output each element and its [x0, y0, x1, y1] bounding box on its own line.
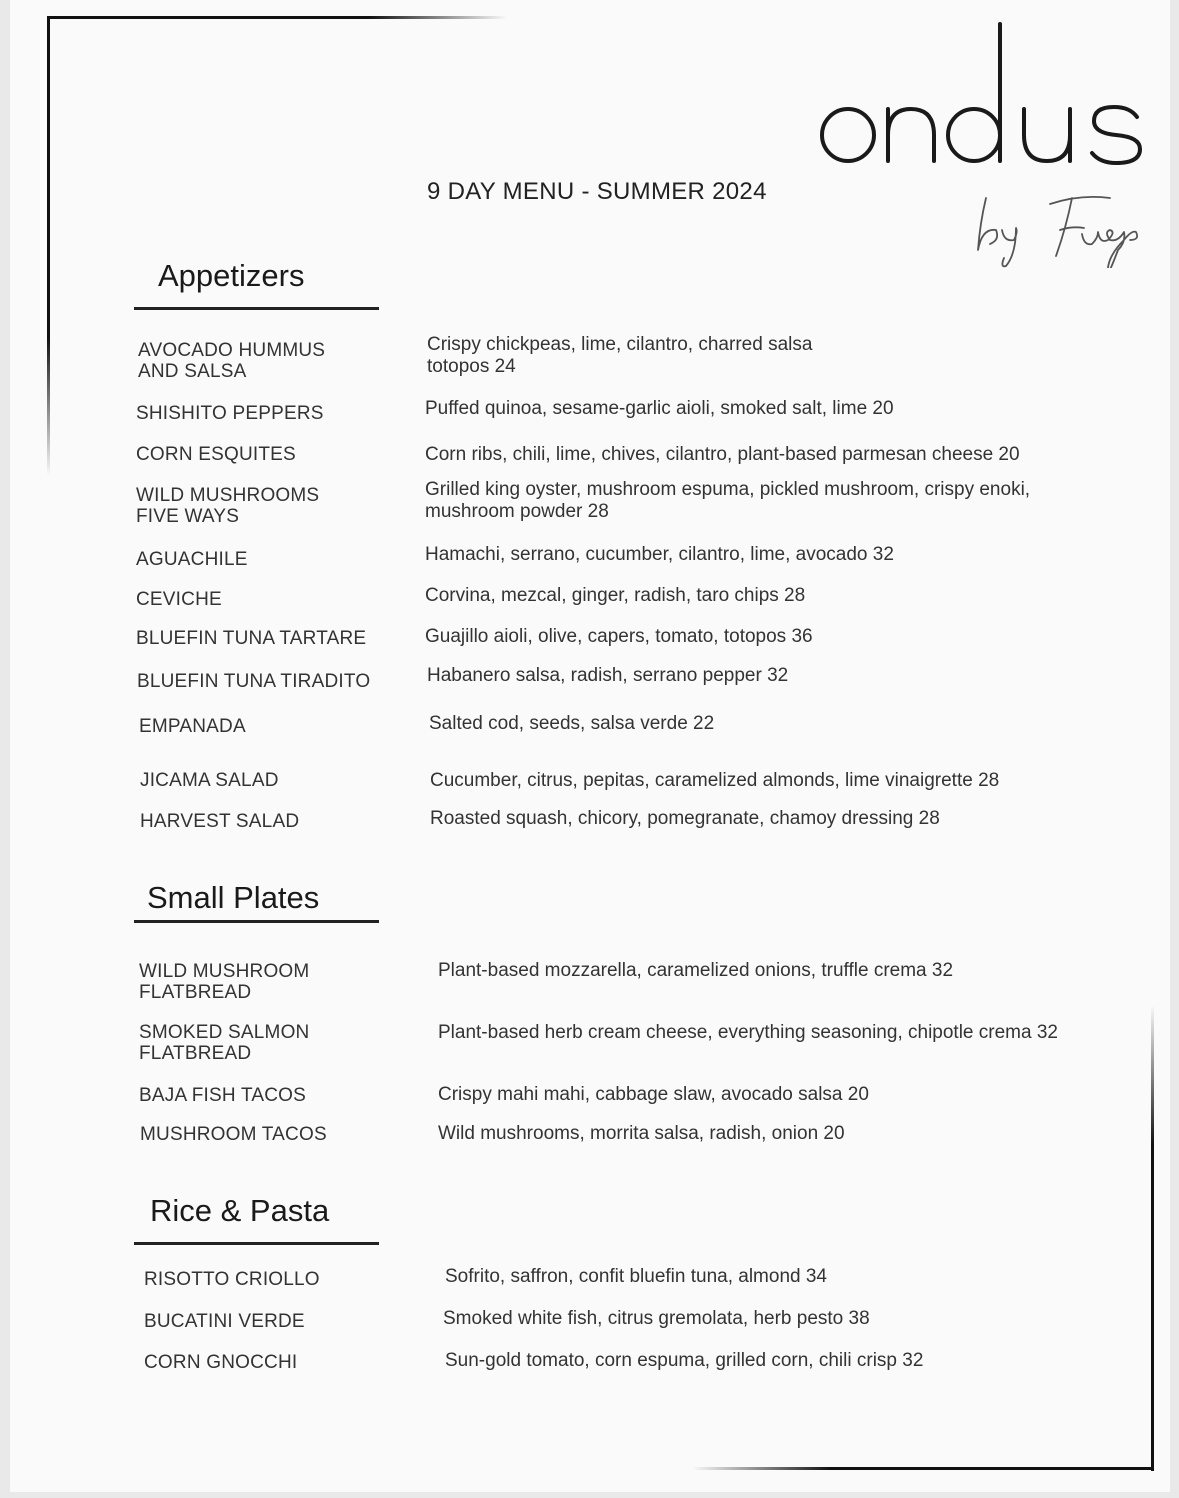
item-name: WILD MUSHROOM FLATBREAD — [139, 961, 310, 1003]
item-name: WILD MUSHROOMS FIVE WAYS — [136, 485, 320, 527]
item-name: RISOTTO CRIOLLO — [144, 1269, 320, 1290]
item-name: MUSHROOM TACOS — [140, 1124, 327, 1145]
item-description: Guajillo aioli, olive, capers, tomato, totopos 36 — [425, 626, 813, 647]
item-name: CORN ESQUITES — [136, 444, 296, 465]
item-name: BAJA FISH TACOS — [139, 1085, 307, 1106]
frame-top-border — [47, 16, 507, 19]
item-description: Cucumber, citrus, pepitas, caramelized almonds, lime vinaigrette 28 — [430, 770, 1000, 791]
item-description: Sun-gold tomato, corn espuma, grilled corn, chili crisp 32 — [445, 1350, 924, 1371]
item-name: CEVICHE — [136, 589, 222, 610]
item-description: Grilled king oyster, mushroom espuma, pickled mushroom, crispy enoki, mushroom powder 28 — [425, 479, 1031, 522]
item-description: Puffed quinoa, sesame-garlic aioli, smoked salt, lime 20 — [425, 398, 894, 419]
item-description: Smoked white fish, citrus gremolata, herb pesto 38 — [443, 1308, 870, 1329]
item-description: Corn ribs, chili, lime, chives, cilantro, plant-based parmesan cheese 20 — [425, 444, 1020, 465]
item-name: JICAMA SALAD — [140, 770, 279, 791]
section-divider — [134, 307, 379, 310]
ondas-by-fuego-logo — [810, 18, 1155, 268]
item-name: HARVEST SALAD — [140, 811, 300, 832]
item-description: Plant-based herb cream cheese, everything seasoning, chipotle crema 32 — [438, 1022, 1058, 1043]
frame-left-border — [47, 16, 50, 476]
frame-right-border — [1151, 1005, 1154, 1471]
item-description: Roasted squash, chicory, pomegranate, chamoy dressing 28 — [430, 808, 940, 829]
item-name: BLUEFIN TUNA TIRADITO — [137, 671, 371, 692]
item-description: Salted cod, seeds, salsa verde 22 — [429, 713, 715, 734]
section-divider — [134, 1242, 379, 1245]
item-name: CORN GNOCCHI — [144, 1352, 298, 1373]
item-name: EMPANADA — [139, 716, 246, 737]
section-title-small-plates: Small Plates — [147, 880, 320, 915]
item-description: Crispy mahi mahi, cabbage slaw, avocado salsa 20 — [438, 1084, 869, 1105]
item-description: Crispy chickpeas, lime, cilantro, charred salsa totopos 24 — [427, 334, 813, 377]
section-title-rice-pasta: Rice & Pasta — [150, 1193, 330, 1228]
item-name: SMOKED SALMON FLATBREAD — [139, 1022, 310, 1064]
menu-page — [10, 0, 1170, 1492]
item-name: SHISHITO PEPPERS — [136, 403, 324, 424]
item-name: AVOCADO HUMMUS AND SALSA — [138, 340, 326, 382]
item-description: Hamachi, serrano, cucumber, cilantro, lime, avocado 32 — [425, 544, 894, 565]
item-description: Corvina, mezcal, ginger, radish, taro chips 28 — [425, 585, 806, 606]
item-name: BUCATINI VERDE — [144, 1311, 305, 1332]
item-description: Sofrito, saffron, confit bluefin tuna, almond 34 — [445, 1266, 827, 1287]
menu-title: 9 DAY MENU - SUMMER 2024 — [427, 178, 767, 205]
item-description: Wild mushrooms, morrita salsa, radish, onion 20 — [438, 1123, 845, 1144]
item-description: Habanero salsa, radish, serrano pepper 32 — [427, 665, 789, 686]
item-name: AGUACHILE — [136, 549, 248, 570]
frame-bottom-border — [692, 1467, 1154, 1470]
item-description: Plant-based mozzarella, caramelized onions, truffle crema 32 — [438, 960, 954, 981]
item-name: BLUEFIN TUNA TARTARE — [136, 628, 367, 649]
section-divider — [134, 920, 379, 923]
section-title-appetizers: Appetizers — [158, 258, 305, 293]
